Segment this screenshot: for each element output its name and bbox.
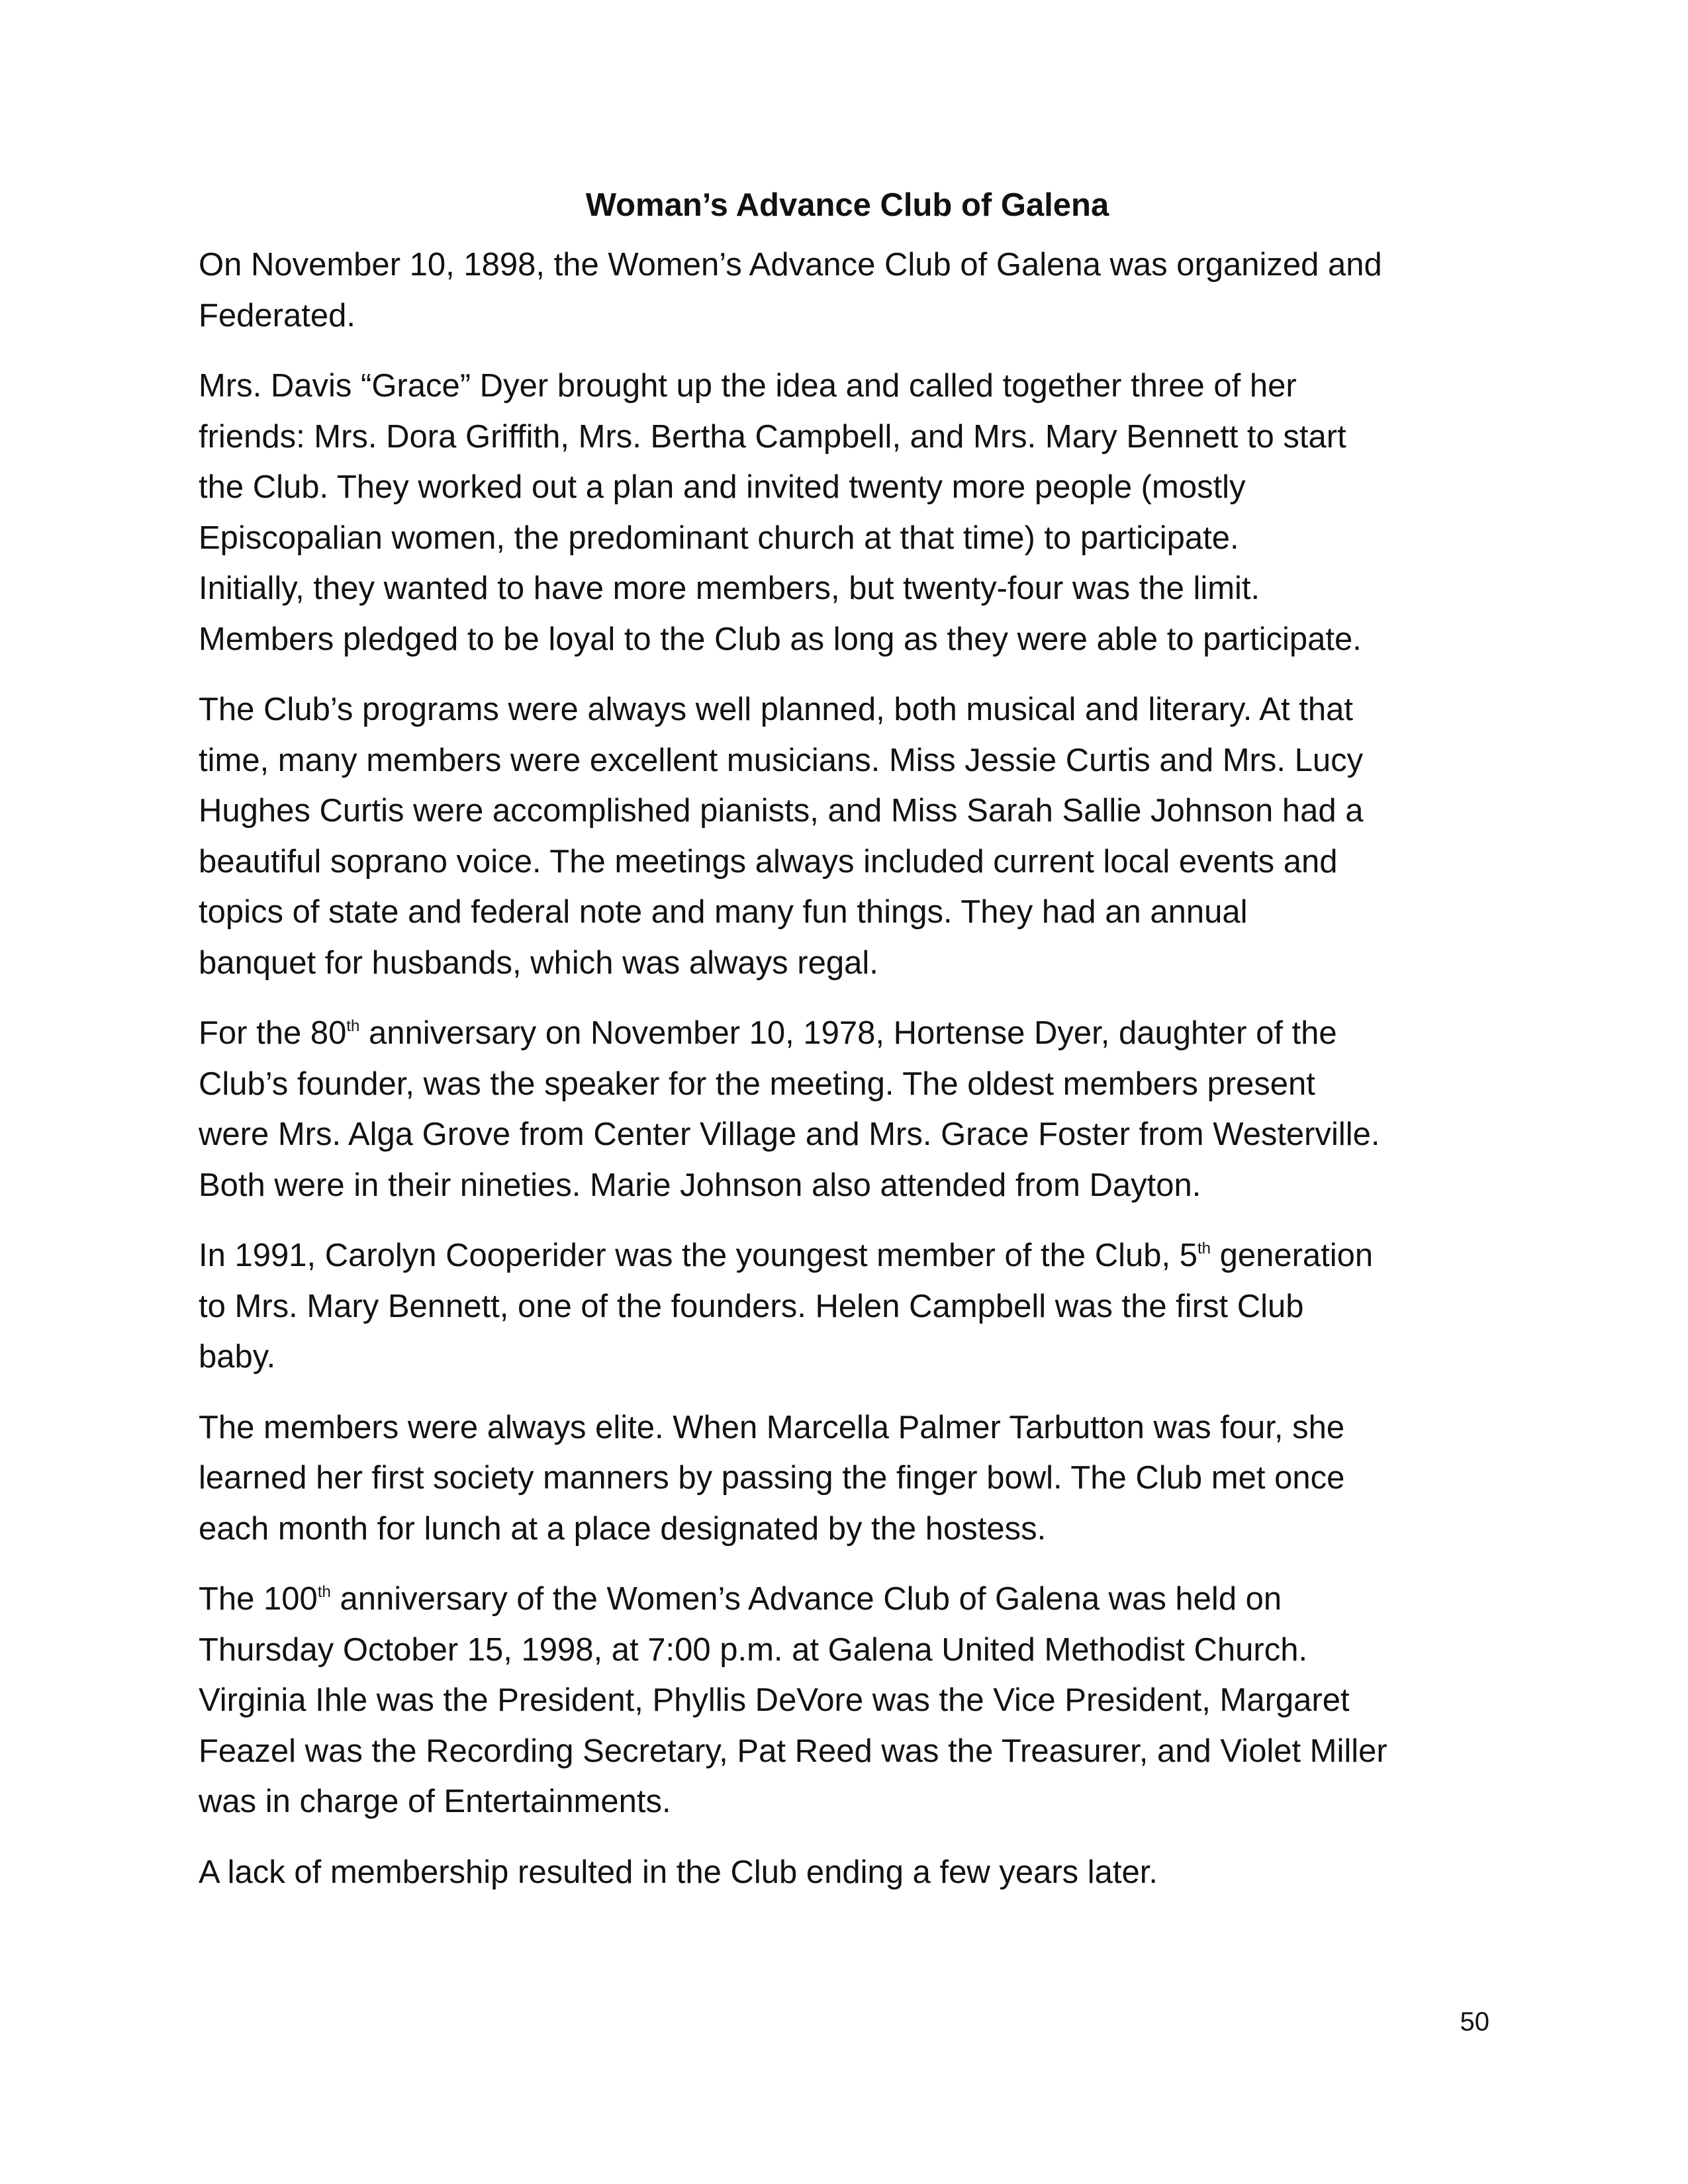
text-line	[199, 412, 1496, 463]
ordinal-superscript: th	[346, 1017, 360, 1035]
text-segment: were Mrs. Alga Grove from Center Village and Mrs. Grace Foster from Westerville.	[199, 1116, 1380, 1152]
text-segment: The Club’s programs were always well planned, both musical and literary. At that	[199, 692, 1353, 727]
text-segment: Episcopalian women, the predominant church at that time) to participate.	[199, 520, 1239, 556]
document-body	[199, 240, 1496, 1897]
text-line	[199, 1109, 1496, 1160]
paragraph	[199, 1008, 1496, 1210]
text-line	[199, 938, 1496, 989]
text-segment: each month for lunch at a place designated by the hostess.	[199, 1510, 1047, 1547]
text-segment: Hughes Curtis were accomplished pianists, and Miss Sarah Sallie Johnson had a	[199, 793, 1364, 829]
text-segment: friends: Mrs. Dora Griffith, Mrs. Bertha Campbell, and Mrs. Mary Bennett to start	[199, 418, 1346, 455]
paragraph	[199, 361, 1496, 664]
text-line	[199, 1008, 1496, 1059]
text-segment: generation	[1210, 1238, 1374, 1273]
text-line	[199, 887, 1496, 938]
text-line	[199, 513, 1496, 564]
paragraph	[199, 1574, 1496, 1827]
text-segment: learned her first society manners by passing the finger bowl. The Club met once	[199, 1460, 1345, 1496]
text-line	[199, 837, 1496, 887]
text-line	[199, 1574, 1496, 1625]
text-line	[199, 1332, 1496, 1383]
text-segment: Thursday October 15, 1998, at 7:00 p.m. at Galena United Methodist Church.	[199, 1631, 1308, 1668]
text-line	[199, 1402, 1496, 1453]
text-line	[199, 786, 1496, 837]
text-segment: anniversary on November 10, 1978, Hortense Dyer, daughter of the	[359, 1015, 1337, 1051]
text-line	[199, 1726, 1496, 1777]
text-segment: banquet for husbands, which was always regal.	[199, 944, 878, 981]
text-line	[199, 614, 1496, 665]
text-segment: Both were in their nineties. Marie Johnson also attended from Dayton.	[199, 1167, 1201, 1203]
ordinal-superscript: th	[317, 1582, 331, 1601]
text-line	[199, 1230, 1496, 1281]
text-line	[199, 684, 1496, 735]
ordinal-superscript: th	[1197, 1239, 1211, 1257]
text-segment: The 100	[199, 1581, 318, 1617]
text-segment: Federated.	[199, 297, 355, 334]
text-line	[199, 1281, 1496, 1332]
text-line	[199, 1675, 1496, 1726]
text-line	[199, 1453, 1496, 1504]
text-line	[199, 291, 1496, 341]
text-segment: topics of state and federal note and many fun things. They had an annual	[199, 894, 1248, 930]
text-line	[199, 361, 1496, 412]
text-segment: The members were always elite. When Marcella Palmer Tarbutton was four, she	[199, 1409, 1345, 1445]
text-line	[199, 1059, 1496, 1110]
paragraph	[199, 684, 1496, 988]
text-segment: Members pledged to be loyal to the Club as long as they were able to participate.	[199, 621, 1362, 657]
text-segment: baby.	[199, 1339, 276, 1375]
text-segment: Club’s founder, was the speaker for the meeting. The oldest members present	[199, 1066, 1315, 1102]
text-segment: Feazel was the Recording Secretary, Pat Reed was the Treasurer, and Violet Miller	[199, 1733, 1387, 1769]
paragraph	[199, 240, 1496, 341]
paragraph	[199, 1402, 1496, 1555]
text-line	[199, 1776, 1496, 1827]
text-segment: A lack of membership resulted in the Club ending a few years later.	[199, 1854, 1158, 1890]
text-line	[199, 563, 1496, 614]
text-line	[199, 1504, 1496, 1555]
text-line	[199, 1847, 1496, 1898]
text-line	[199, 1160, 1496, 1211]
text-segment: time, many members were excellent musicians. Miss Jessie Curtis and Mrs. Lucy	[199, 742, 1364, 778]
text-line	[199, 240, 1496, 291]
text-segment: Mrs. Davis “Grace” Dyer brought up the idea and called together three of her	[199, 368, 1297, 404]
text-segment: was in charge of Entertainments.	[199, 1784, 671, 1819]
text-line	[199, 1625, 1496, 1676]
text-segment: to Mrs. Mary Bennett, one of the founders. Helen Campbell was the first Club	[199, 1288, 1304, 1324]
text-segment: anniversary of the Women’s Advance Club of Galena was held on	[330, 1581, 1282, 1617]
page-title: Woman’s Advance Club of Galena	[585, 187, 1109, 223]
text-segment: In 1991, Carolyn Cooperider was the youngest member of the Club, 5	[199, 1238, 1197, 1273]
text-segment: Initially, they wanted to have more members, but twenty-four was the limit.	[199, 570, 1260, 606]
text-segment: beautiful soprano voice. The meetings always included current local events and	[199, 843, 1338, 880]
text-segment: the Club. They worked out a plan and invited twenty more people (mostly	[199, 469, 1246, 505]
text-line	[199, 462, 1496, 513]
text-segment: On November 10, 1898, the Women’s Advance Club of Galena was organized and	[199, 247, 1382, 283]
paragraph	[199, 1230, 1496, 1383]
page-number: 50	[1460, 2007, 1489, 2036]
text-segment: For the 80	[199, 1015, 347, 1051]
text-line	[199, 735, 1496, 786]
document-page	[199, 180, 1496, 1917]
text-segment: Virginia Ihle was the President, Phyllis DeVore was the Vice President, Margaret	[199, 1682, 1350, 1718]
paragraph	[199, 1847, 1496, 1898]
